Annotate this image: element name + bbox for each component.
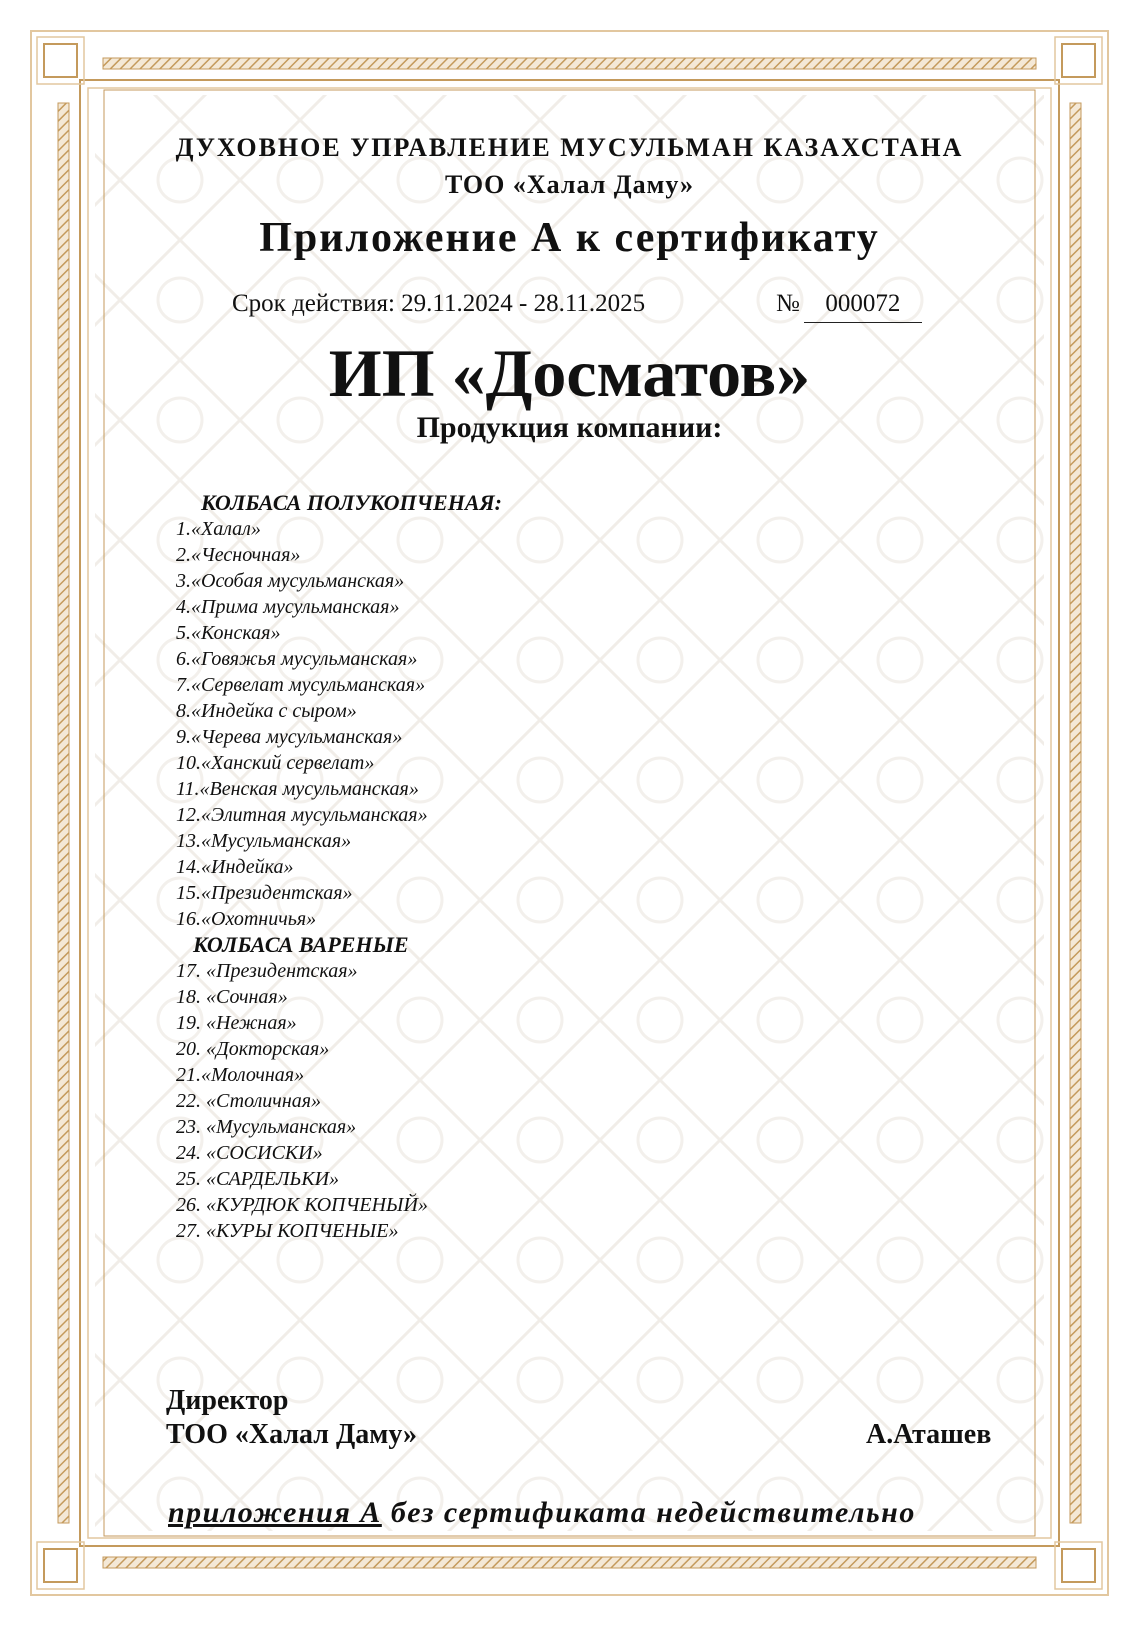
organization-name: ДУХОВНОЕ УПРАВЛЕНИЕ МУСУЛЬМАН КАЗАХСТАНА <box>175 133 964 162</box>
list-item: 11.«Венская мусульманская» <box>176 778 419 800</box>
list-item: 14.«Индейка» <box>176 856 294 878</box>
validity-dates: 29.11.2024 - 28.11.2025 <box>401 290 646 317</box>
number-sign: № <box>776 290 800 317</box>
list-item: 8.«Индейка с сыром» <box>176 700 357 722</box>
list-item: 22. «Столичная» <box>176 1090 322 1112</box>
category-heading: КОЛБАСА ПОЛУКОПЧЕНАЯ: <box>201 490 502 515</box>
list-item: 10.«Ханский сервелат» <box>176 752 375 774</box>
document-title: Приложение А к сертификату <box>259 215 880 261</box>
list-item: 6.«Говяжья мусульманская» <box>176 648 418 670</box>
list-item: 1.«Халал» <box>176 518 261 540</box>
list-item: 2.«Чесночная» <box>176 544 301 566</box>
list-item: 27. «КУРЫ КОПЧЕНЫЕ» <box>176 1220 399 1242</box>
list-item: 4.«Прима мусульманская» <box>176 596 400 618</box>
list-item: 24. «СОСИСКИ» <box>176 1142 323 1164</box>
signatory-position: Директор <box>166 1385 289 1416</box>
list-item: 21.«Молочная» <box>176 1064 305 1086</box>
list-item: 13.«Мусульманская» <box>176 830 352 852</box>
list-item: 25. «САРДЕЛЬКИ» <box>176 1168 340 1190</box>
list-item: 9.«Черева мусульманская» <box>176 726 403 748</box>
list-item: 26. «КУРДЮК КОПЧЕНЫЙ» <box>176 1194 428 1216</box>
list-item: 17. «Президентская» <box>176 960 358 982</box>
validity-note-underlined: приложения А <box>168 1496 382 1529</box>
list-item: 15.«Президентская» <box>176 882 353 904</box>
category-items <box>176 516 502 932</box>
list-item: 23. «Мусульманская» <box>176 1116 357 1138</box>
validity-note <box>168 1496 916 1530</box>
validity-label: Срок действия: <box>232 290 395 317</box>
list-item: 20. «Докторская» <box>176 1038 330 1060</box>
validity-note-rest: без сертификата недействительно <box>381 1496 916 1529</box>
validity-period <box>232 290 645 318</box>
certificate-holder: ИП «Досматов» <box>328 335 811 411</box>
list-item: 3.«Особая мусульманская» <box>176 570 405 592</box>
list-item: 18. «Сочная» <box>176 986 288 1008</box>
list-item: 7.«Сервелат мусульманская» <box>176 674 426 696</box>
category-items <box>176 958 502 1244</box>
signatory-block <box>166 1384 417 1452</box>
number-value: 000072 <box>804 290 922 323</box>
product-list <box>176 490 502 1244</box>
list-item: 5.«Конская» <box>176 622 281 644</box>
signatory-company: ТОО «Халал Даму» <box>166 1419 418 1450</box>
list-item: 16.«Охотничья» <box>176 908 317 930</box>
list-item: 12.«Элитная мусульманская» <box>176 804 428 826</box>
list-item: 19. «Нежная» <box>176 1012 297 1034</box>
category-heading: КОЛБАСА ВАРЕНЫЕ <box>193 932 409 957</box>
issuer-company: ТОО «Халал Даму» <box>444 170 695 199</box>
signatory-name: А.Аташев <box>866 1419 992 1450</box>
products-heading: Продукция компании: <box>416 411 723 444</box>
certificate-number <box>776 290 922 323</box>
